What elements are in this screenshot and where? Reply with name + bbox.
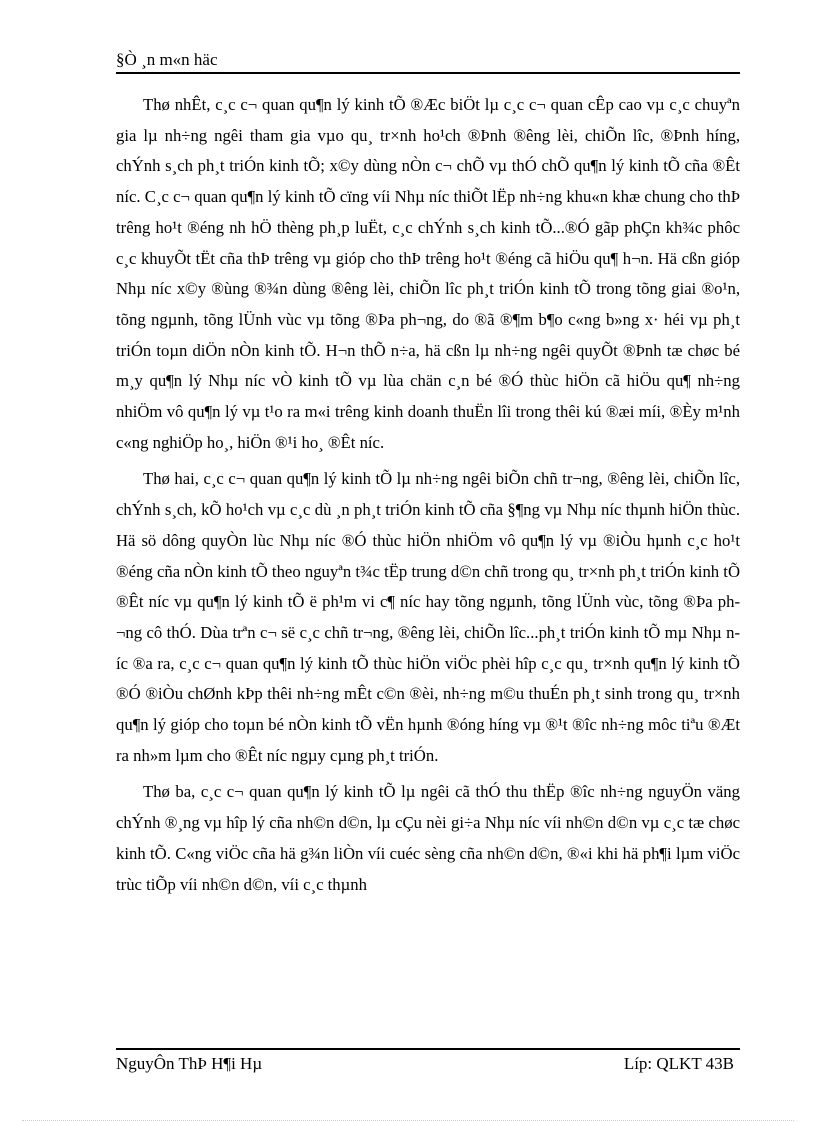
paragraph-3: Thø ba, c¸c c¬ quan qu¶n lý kinh tÕ lµ ngêi cã thÓ thu thËp ®îc nh÷ng nguyÖn väng chÝnh ®¸ng vµ hîp lý cña nh©n d©n, lµ cÇu nèi gi÷a Nhµ níc víi nh©n d©n vµ c¸c tæ chøc kinh tÕ. C«ng viÖc cña hä g¾n liÒn víi cuéc sèng cña nh©n d©n, ®«i khi hä ph¶i lµm viÖc trùc tiÕp víi nh©n d©n, víi c¸c thµnh xyxy=(116,782,740,894)
footer-class: Líp: QLKT 43B xyxy=(623,1054,734,1073)
document-body xyxy=(116,90,740,906)
header-title: §Ò ¸n m«n häc xyxy=(116,50,218,69)
paragraph-2: Thø hai, c¸c c¬ quan qu¶n lý kinh tÕ lµ nh÷ng ngêi biÕn chñ tr¬ng, ®êng lèi, chiÕn lîc, chÝnh s¸ch, kÕ ho¹ch vµ c¸c dù ¸n ph¸t triÓn kinh tÕ cña §¶ng vµ Nhµ níc thµnh hiÖn thùc. Hä sö dông quyÒn lùc Nhµ níc ®Ó thùc hiÖn nhiÖm vô qu¶n lý vµ ®iÒu hµnh c¸c ho¹t ®éng cña nÒn kinh tÕ theo nguyªn t¾c tËp trung d©n chñ trong qu¸ tr×nh ph¸t triÓn kinh tÕ ®Êt níc vµ qu¶n lý kinh tÕ ë ph¹m vi c¶ níc hay tõng ngµnh, tõng lÜnh vùc, tõng ®Þa ph¬ng cô thÓ. Dùa trªn c¬ së c¸c chñ tr¬ng, ®êng lèi, chiÕn lîc...ph¸t triÓn kinh tÕ mµ Nhµ níc ®a ra, c¸c c¬ quan qu¶n lý kinh tÕ thùc hiÖn viÖc phèi hîp c¸c qu¸ tr×nh qu¶n lý kinh tÕ ®Ó ®iÒu chØnh kÞp thêi nh÷ng mÊt c©n ®èi, nh÷ng m©u thuÉn ph¸t sinh trong qu¸ tr×nh qu¶n lý gióp cho toµn bé nÒn kinh tÕ vËn hµnh ®óng híng vµ ®¹t ®îc nh÷ng môc tiªu ®Æt ra nh»m lµm cho ®Êt níc ngµy cµng ph¸t triÓn. xyxy=(116,469,740,765)
header-divider xyxy=(116,72,740,74)
page-edge xyxy=(22,1120,794,1121)
paragraph-1: Thø nhÊt, c¸c c¬ quan qu¶n lý kinh tÕ ®Æc biÖt lµ c¸c c¬ quan cÊp cao vµ c¸c chuyªn gia lµ nh÷ng ngêi tham gia vµo qu¸ tr×nh ho¹ch ®Þnh ®êng lèi, chiÕn lîc, ®Þnh híng, chÝnh s¸ch ph¸t triÓn kinh tÕ; x©y dùng nÒn c¬ chÕ vµ thÓ chÕ qu¶n lý kinh tÕ cña ®Êt níc. C¸c c¬ quan qu¶n lý kinh tÕ cïng víi Nhµ níc thiÕt lËp nh÷ng khu«n khæ chung cho thÞ trêng ho¹t ®éng nh hÖ thèng ph¸p luËt, c¸c chÝnh s¸ch kinh tÕ...®Ó gãp phÇn kh¾c phôc c¸c khuyÕt tËt cña thÞ trêng vµ gióp cho thÞ trêng ho¹t ®éng cã hiÖu qu¶ h¬n. Hä cßn gióp Nhµ níc x©y ®ùng ®¾n dùng ®êng lèi, chiÕn lîc ph¸t triÓn kinh tÕ trong tõng giai ®o¹n, tõng ngµnh, tõng lÜnh vùc vµ tõng ®Þa ph¬ng, do ®ã ®¶m b¶o c«ng b»ng x· héi vµ ph¸t triÓn toµn diÖn nÒn kinh tÕ. H¬n thÕ n÷a, hä cßn lµ nh÷ng ngêi quyÕt ®Þnh tæ chøc bé m¸y qu¶n lý Nhµ níc vÒ kinh tÕ vµ lùa chän c¸n bé ®Ó thùc hiÖn cã hiÖu qu¶ nh÷ng nhiÖm vô qu¶n lý vµ t¹o ra m«i trêng kinh doanh thuËn lîi trong thêi kú ®æi míi, ®Èy m¹nh c«ng nghiÖp ho¸, hiÖn ®¹i ho¸ ®Êt níc. xyxy=(116,95,740,452)
footer-divider xyxy=(116,1048,740,1050)
footer-author: NguyÔn ThÞ H¶i Hµ xyxy=(116,1054,263,1073)
